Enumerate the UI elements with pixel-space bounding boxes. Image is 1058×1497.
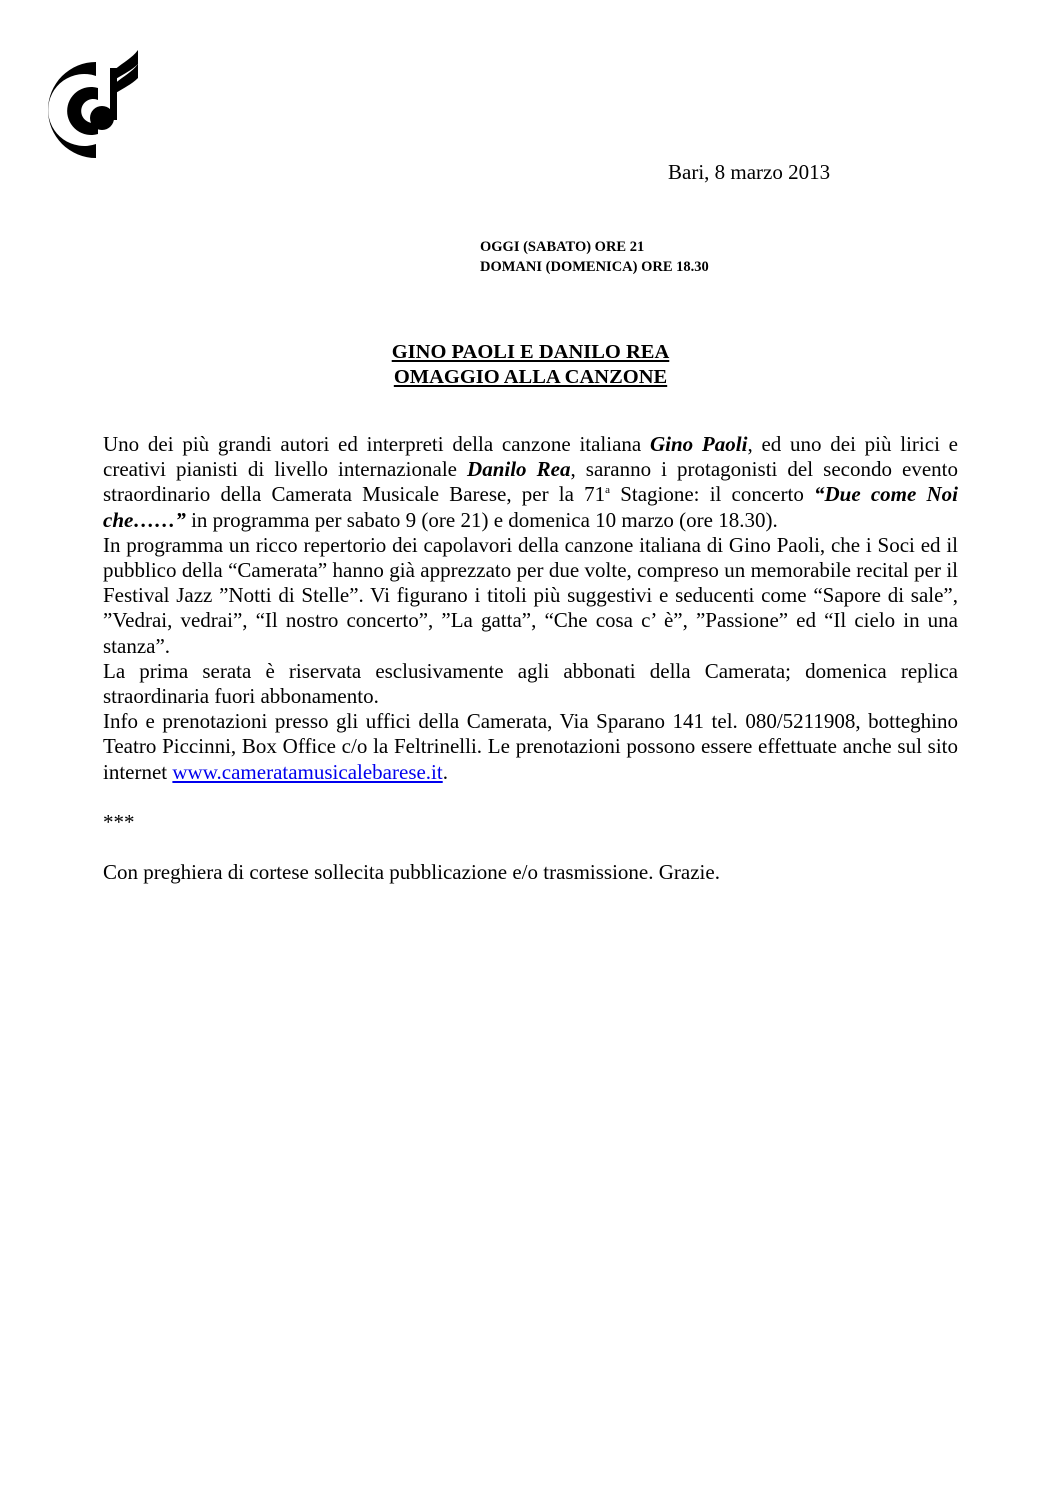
artist-name-gino-paoli: Gino Paoli: [650, 432, 748, 456]
title-line-1: GINO PAOLI E DANILO REA: [391, 341, 670, 363]
text-span: .: [442, 759, 448, 784]
text-span: , saranno i protagonisti del secondo evento straordinario della Camerata Musicale Barese, per la 71: [103, 457, 958, 507]
paragraph-repertoire: In programma un ricco repertorio dei capolavori della canzone italiana di Gino Paoli, che i Soci ed il pubblico della “Camerata” hanno già apprezzato per due volte, compreso un memorabile recital per il Festival Jazz ”Notti di Stelle”. Vi figurano i titoli più suggestivi e seducenti come “Sapore di sale”, ”Vedrai, vedrai”, “Il nostro concerto”, ”La gatta”, “Che cosa c’ è”, ”Passione” ed “Il cielo in una stanza”.: [103, 532, 958, 658]
paragraph-first-evening: La prima serata è riservata esclusivamente agli abbonati della Camerata; domenica replica straordinaria fuori abbonamento.: [103, 658, 958, 709]
event-schedule: [480, 237, 709, 277]
document-date: Bari, 8 marzo 2013: [668, 160, 831, 184]
paragraph-info: [103, 709, 958, 785]
artist-name-danilo-rea: Danilo Rea: [467, 457, 571, 482]
page-title: [103, 340, 958, 390]
text-span: in programma per sabato 9 (ore 21) e domenica 10 marzo (ore 18.30).: [185, 507, 778, 532]
text-span: Stagione: il concerto: [610, 482, 814, 507]
separator: ***: [103, 809, 135, 834]
text-span: Info e prenotazioni presso gli uffici della Camerata, Via Sparano 141 tel. 080/5211908, botteghino Teatro Piccinni, Box Office c/o la Feltrinelli. Le prenotazioni possono essere effettuate anche sul sito internet: [103, 709, 958, 784]
schedule-sunday: DOMANI (DOMENICA) ORE 18.30: [480, 259, 709, 275]
press-release-body: [103, 432, 958, 885]
text-span: Uno dei più grandi autori ed interpreti della canzone italiana: [103, 432, 650, 456]
camerata-musicale-logo-icon: [36, 48, 140, 166]
closing-line: Con preghiera di cortese sollecita pubblicazione e/o trasmissione. Grazie.: [103, 860, 720, 885]
ordinal-superscript: a: [605, 484, 611, 497]
paragraph-intro: [103, 432, 958, 533]
text-span: , ed uno dei più lirici e creativi pianisti di livello internazionale: [103, 432, 958, 482]
website-link[interactable]: www.cameratamusicalebarese.it: [172, 759, 443, 784]
schedule-saturday: OGGI (SABATO) ORE 21: [480, 239, 645, 255]
title-line-2: OMAGGIO ALLA CANZONE: [393, 366, 668, 388]
concert-title: “Due come Noi che……”: [103, 482, 958, 532]
